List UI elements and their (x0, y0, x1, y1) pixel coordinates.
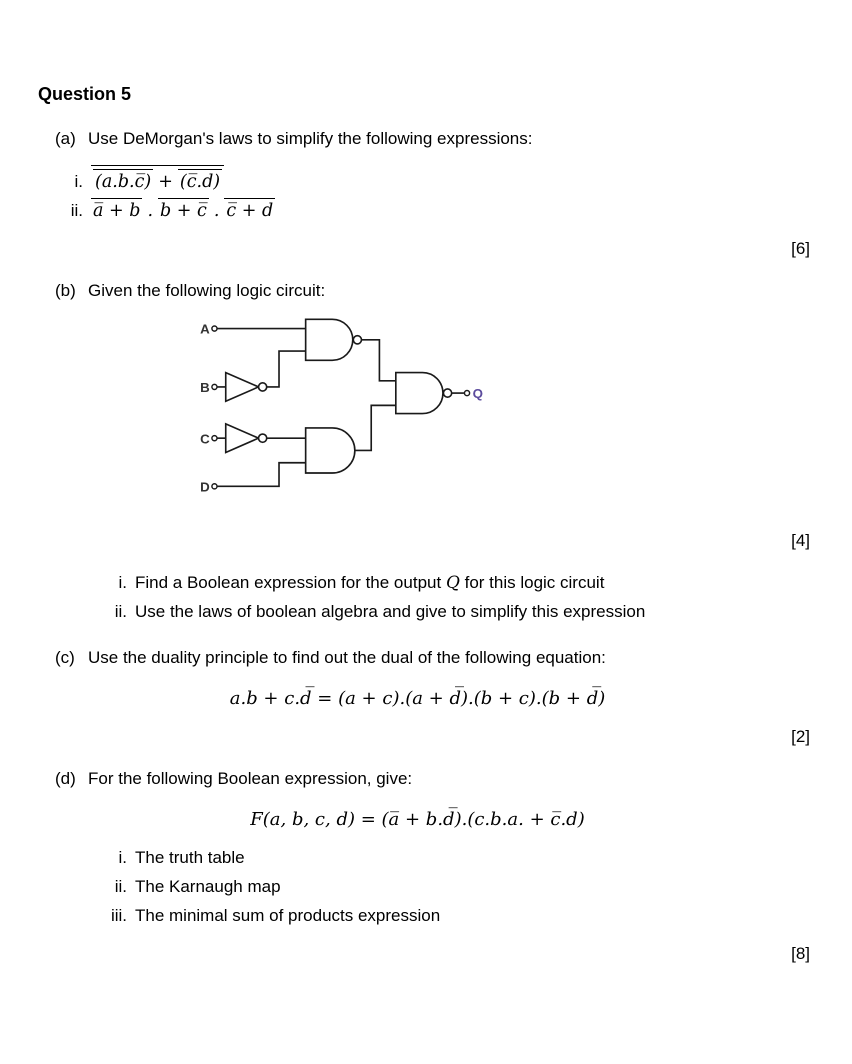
part-b-item-ii-label: ii. (114, 602, 127, 622)
part-c-text: Use the duality principle to find out the dual of the following equation: (88, 648, 606, 668)
part-d-item-ii (99, 877, 810, 897)
wire-input-d (217, 463, 306, 487)
group-1: (a.b.c̅) (93, 169, 153, 192)
part-d-item-ii-text: The Karnaugh map (135, 877, 281, 897)
output-label-q: Q (472, 386, 483, 402)
wire-nand1-out (361, 340, 395, 381)
part-d-item-i (99, 848, 810, 868)
outer-overline (91, 165, 224, 192)
part-b-subitems (99, 573, 810, 622)
terminal-q (464, 391, 469, 396)
circuit-gates (226, 320, 452, 474)
part-d-line (55, 769, 810, 789)
part-d-equation: F(a, b, c, d) = (a̅ + b.d̅).(c.b.a. + c̅.d) (250, 809, 585, 831)
nand-gate-top-bubble (353, 336, 361, 344)
inverter-c-bubble (259, 434, 267, 442)
marks-d: [8] (791, 944, 810, 964)
part-d-item-iii (99, 906, 810, 926)
group-1: a̅ + b (91, 198, 142, 221)
terminal-a (212, 326, 217, 331)
part-c-label: (c) (55, 648, 75, 668)
part-a-expressions (55, 165, 810, 221)
part-b-item-i (99, 573, 810, 593)
part-c-line (55, 648, 810, 668)
terminal-b (212, 385, 217, 390)
part-b-line (55, 281, 810, 301)
group-2: b + c̅ (158, 198, 209, 221)
part-d-item-iii-text: The minimal sum of products expression (135, 906, 441, 926)
part-b-item-i-label: i. (118, 573, 127, 593)
inverter-b-bubble (259, 383, 267, 391)
nand-gate-output-bubble (443, 389, 451, 397)
logic-circuit-svg (195, 313, 487, 508)
nand-gate-output (396, 373, 443, 414)
part-c-equation: a.b + c.d̅ = (a + c).(a + d̅).(b + c).(b + d̅) (229, 688, 606, 710)
text-after-q: for this logic circuit (459, 573, 605, 593)
marks-c: [2] (791, 727, 810, 747)
expression-i (55, 165, 810, 192)
inverter-b (226, 373, 259, 402)
text-before-q: Find a Boolean expression for the output (135, 573, 446, 593)
part-a (55, 129, 810, 221)
terminal-c (212, 436, 217, 441)
part-a-line (55, 129, 810, 149)
input-label-d: D (200, 479, 210, 495)
marks-a: [6] (791, 239, 810, 259)
part-b-item-ii (99, 602, 810, 622)
part-d-item-i-label: i. (118, 848, 127, 868)
part-b-text: Given the following logic circuit: (88, 281, 326, 301)
part-d-text: For the following Boolean expression, give: (88, 769, 413, 789)
expression-ii-math (91, 198, 275, 221)
nand-gate-top (306, 320, 353, 361)
part-b-label: (b) (55, 281, 76, 301)
part-d-item-i-text: The truth table (135, 848, 245, 868)
logic-circuit-figure (195, 313, 810, 513)
part-b (55, 281, 810, 513)
expression-i-label: i. (74, 172, 83, 191)
part-b-item-i-text (135, 573, 810, 593)
group-3: c̅ + d (224, 198, 275, 221)
part-c (55, 648, 810, 709)
part-d-label: (d) (55, 769, 76, 789)
part-d (55, 769, 810, 926)
dot-operator-2: . (213, 201, 220, 222)
math-symbol-q: Q (445, 573, 460, 594)
plus-operator: + (158, 172, 173, 192)
marks-b: [4] (791, 531, 810, 551)
terminal-d (212, 484, 217, 489)
part-d-item-ii-label: ii. (114, 877, 127, 897)
dot-operator-1: . (147, 201, 154, 222)
question-title: Question 5 (38, 84, 132, 104)
and-gate-bottom (306, 428, 355, 473)
part-a-text: Use DeMorgan's laws to simplify the following expressions: (88, 129, 533, 148)
part-b-item-ii-text: Use the laws of boolean algebra and give to simplify this expression (135, 602, 646, 622)
inverter-c (226, 424, 259, 453)
input-label-a: A (200, 321, 210, 337)
part-d-subitems (99, 848, 810, 926)
wire-and2-out (355, 406, 396, 451)
group-2: (c̅.d) (178, 169, 222, 192)
expression-ii (55, 198, 810, 221)
part-d-item-iii-label: iii. (110, 906, 127, 926)
expression-i-math (91, 165, 224, 192)
input-label-c: C (200, 431, 210, 447)
wire-inverter-b-out (267, 351, 306, 387)
expression-ii-label: ii. (70, 201, 83, 221)
part-a-label: (a) (55, 129, 76, 148)
input-label-b: B (200, 380, 210, 396)
